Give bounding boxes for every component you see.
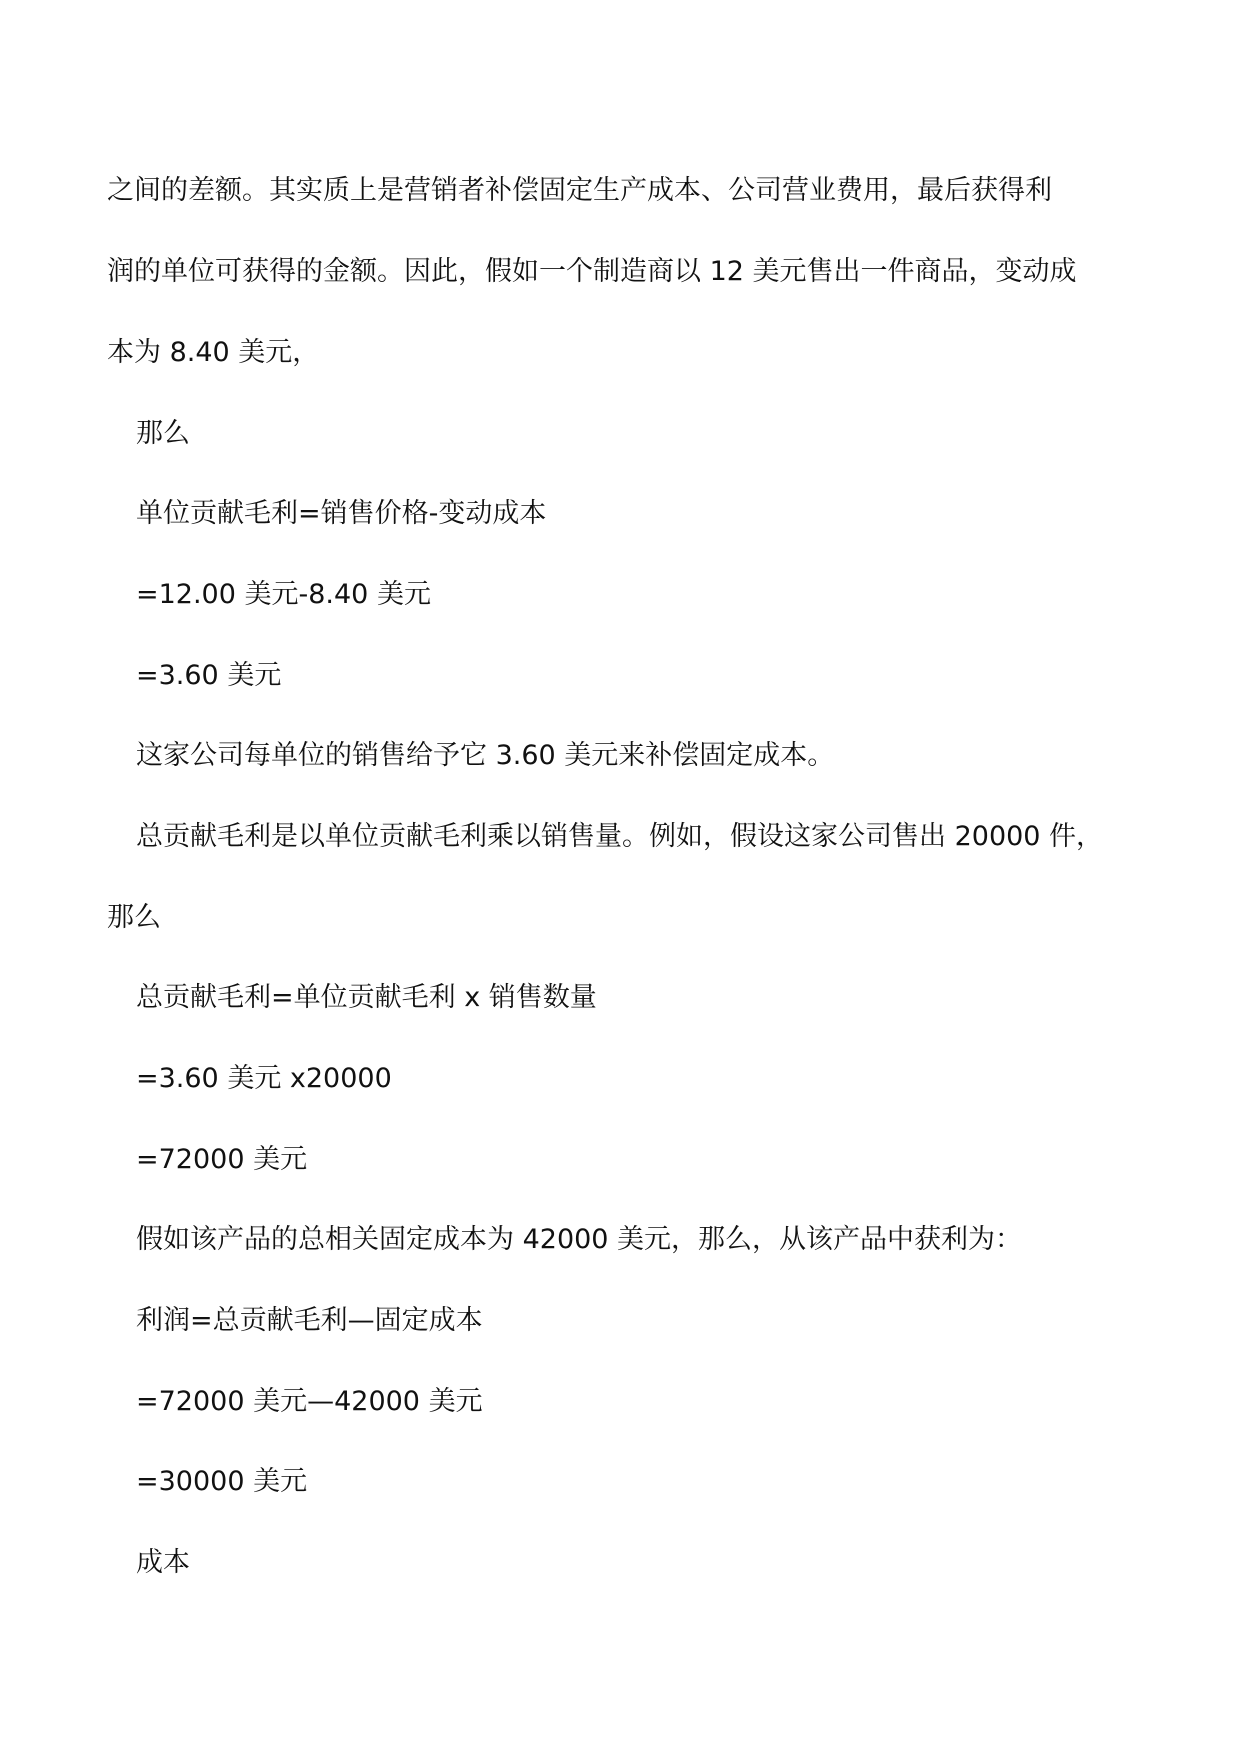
paragraph-line: 那么 (136, 418, 190, 449)
paragraph-line: 假如该产品的总相关固定成本为 42000 美元，那么，从该产品中获利为： (136, 1224, 1023, 1255)
formula-line: 单位贡献毛利=销售价格-变动成本 (136, 498, 547, 529)
formula-line: =3.60 美元 x20000 (136, 1063, 392, 1094)
formula-line: =72000 美元 (136, 1144, 308, 1175)
formula-line: =12.00 美元-8.40 美元 (136, 579, 431, 610)
paragraph-line: 总贡献毛利是以单位贡献毛利乘以销售量。例如，假设这家公司售出 20000 件， (136, 821, 1104, 852)
section-heading: 成本 (136, 1547, 190, 1578)
paragraph-line: 之间的差额。其实质上是营销者补偿固定生产成本、公司营业费用，最后获得利 (107, 175, 1052, 206)
paragraph-line: 这家公司每单位的销售给予它 3.60 美元来补偿固定成本。 (136, 740, 835, 771)
formula-line: 利润=总贡献毛利—固定成本 (136, 1305, 483, 1336)
paragraph-line: 本为 8.40 美元， (107, 337, 320, 368)
formula-line: =30000 美元 (136, 1466, 308, 1497)
formula-line: =72000 美元—42000 美元 (136, 1386, 483, 1417)
paragraph-line: 那么 (107, 902, 161, 933)
formula-line: =3.60 美元 (136, 660, 282, 691)
paragraph-line: 润的单位可获得的金额。因此，假如一个制造商以 12 美元售出一件商品，变动成 (107, 256, 1077, 287)
formula-line: 总贡献毛利=单位贡献毛利 x 销售数量 (136, 982, 597, 1013)
